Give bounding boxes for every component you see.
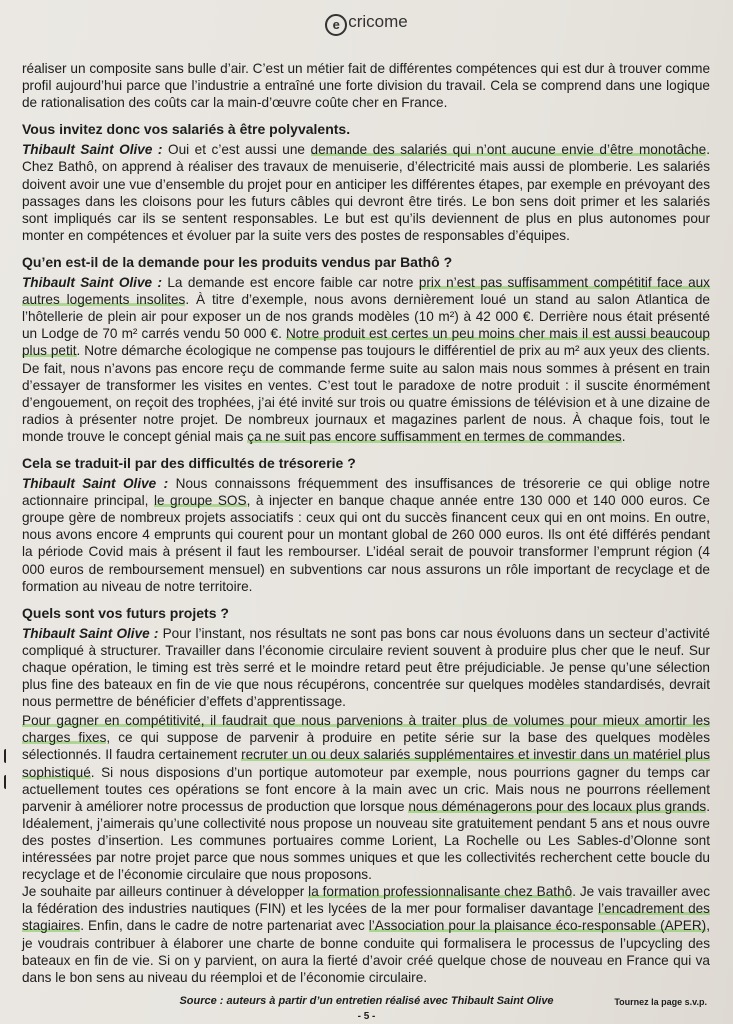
- ecricome-logo: [0, 12, 733, 36]
- source-note: Source : auteurs à partir d’un entretien réalisé avec Thibault Saint Olive: [179, 995, 554, 1007]
- answer-text: , ce qui suppose de parvenir à produire en petite série sur la base des quelques modèles sélectionnés. Il faudra certainement: [22, 730, 711, 763]
- answer-3: [22, 475, 710, 595]
- margin-pen-mark: [4, 775, 9, 789]
- speaker-name: Thibault Saint Olive :: [22, 625, 159, 641]
- logo-text: cricome: [348, 12, 408, 31]
- answer-4: [22, 625, 710, 710]
- answer-4-paragraph-2: [22, 712, 710, 883]
- margin-pen-mark: [4, 749, 9, 763]
- answer-text: , je voudrais contribuer à élaborer une charte de bonne conduite qui formalisera le processus de l’upcycling des bateaux en fin de vie. Si on y parvient, on aura la fierté d’avoir créé quelque chose de nouveau en France qui va dans le bon sens au niveau du réemploi et de l’économie circulaire.: [22, 918, 710, 985]
- answer-text: . Chez Bathô, on apprend à réaliser des travaux de menuiserie, d’électricité mais aussi de plomberie. Les salariés doivent avoir une vue d’ensemble du projet pour en anticiper les différentes étapes, par exemple en prévoyant des passages dans les cloisons pour les futurs câbles qui devront être tirés. Le bon sens doit primer et les salariés sont impliqués car ils se sentent responsables. Le but est qu’ils deviennent de plus en plus autonomes pour monter en compétences et évoluer par la suite vers des postes de responsables d’équipes.: [22, 142, 710, 243]
- answer-text: La demande est encore faible car notre: [161, 275, 419, 291]
- answer-text: . Enfin, dans le cadre de notre partenariat avec: [80, 918, 369, 934]
- highlighted-text: la formation professionnalisante chez Bathô: [308, 884, 573, 900]
- answer-text: , à injecter en banque chaque année entre 130 000 et 140 000 euros. Ce groupe gère de nombreux projets associatifs : ceux qui ont du succès financent ceux qui en ont moins. En outre, nous avons encore 4 emprunts qui courent pour un montant global de 260 000 euros. Ils ont été différés pendant la période Covid mais à présent il faut les rembourser. L’idéal serait de pouvoir transformer l’emprunt région (4 000 euros de remboursement mensuel) en subventions car nous assurons un rôle important de recyclage et de formation au niveau de notre territoire.: [22, 493, 710, 594]
- answer-text: .: [621, 428, 626, 444]
- answer-2: [22, 274, 710, 445]
- highlighted-text: Pour gagner en compétitivité, il faudrait que nous parvenions à traiter plus de volumes pour mieux amortir les charges fixes: [22, 713, 710, 746]
- highlighted-text: demande des salariés qui n’ont aucune envie d’être monotâche: [310, 142, 707, 158]
- answer-text: . Si nous disposions d’un portique automoteur par exemple, nous pourrions gagner du temps car actuellement toutes ces opérations se font encore à la main avec un cric. Mais nous ne pourrons réellement parvenir à améliorer notre processus de production que lorsque: [22, 764, 710, 814]
- question-1: Vous invitez donc vos salariés à être polyvalents.: [22, 121, 351, 138]
- answer-text: Pour l’instant, nos résultats ne sont pas bons car nous évoluons dans un secteur d’activité compliqué à structurer. Travailler dans l’économie circulaire revient souvent à produire plus cher que le neuf. Sur chaque opération, le timing est très serré et le moindre retard peut être préjudiciable. Je pense qu’une sélection plus fine des bateaux en fin de vie que nous récupérons, concentrée sur quelques modèles standardisés, devrait nous permettre de bénéficier d’effets d’apprentissage.: [22, 625, 710, 710]
- answer-text: . Notre démarche écologique ne compense pas toujours le différentiel de prix au m² aux yeux des clients. De fait, nous n’avons pas encore reçu de commande ferme suite au salon mais nous sommes à présent en train d’essayer de transformer les visites en ventes. C’est tout le paradoxe de notre produit : il suscite énormément d’engouement, on reçoit des trophées, j’ai été invité sur trois ou quatre émissions de télévision et à une dizaine de radios à présenter notre projet. De nombreux journaux et magazines parlent de nous. À chaque fois, tout le monde trouve le concept génial mais: [22, 343, 710, 444]
- intro-paragraph: réaliser un composite sans bulle d’air. C’est un métier fait de différentes compétences qui est dur à trouver comme profil aujourd’hui parce que l’industrie a entraîné une forte division du travail. Cela se comprend dans une logique de rationalisation des coûts car la main-d’œuvre coûte cher en France.: [22, 61, 710, 111]
- answer-text: . À titre d’exemple, nous avons dernièrement loué un stand au salon Atlantica de l’hôtellerie de plein air pour exposer un de nos grands modèles (10 m²) à 42 000 €. Derrière nous était présenté un Lodge de 70 m² carrés vendu 50 000 €.: [22, 292, 710, 342]
- highlighted-text: Notre produit est certes un peu moins cher mais il est aussi beaucoup plus petit: [22, 326, 710, 359]
- answer-text: Je souhaite par ailleurs continuer à développer: [22, 884, 309, 900]
- question-3: Cela se traduit-il par des difficultés de trésorerie ?: [22, 454, 356, 471]
- logo-e-mark: e: [325, 14, 347, 36]
- question-4: Quels sont vos futurs projets ?: [22, 604, 229, 621]
- answer-text: . Idéalement, j’aimerais qu’une collectivité nous propose un nouveau site gratuitement pendant 5 ans et nous ouvre des postes d’insertion. Les communes portuaires comme Lorient, La Rochelle ou Les Sables-d’Olonne sont intéressées par notre projet parce que nous sommes uniques et que les collectivités recherchent cette boucle du recyclage et de l’économie circulaire que nous proposons.: [22, 798, 710, 883]
- highlighted-text: nous déménagerons pour des locaux plus grands: [408, 798, 707, 814]
- answer-text: . Je vais travailler avec la fédération des industries nautiques (FIN) et les lycées de la mer pour formaliser davantage: [22, 884, 710, 917]
- highlighted-text: le groupe SOS: [153, 493, 247, 509]
- speaker-name: Thibault Saint Olive :: [22, 275, 162, 291]
- highlighted-text: recruter un ou deux salariés supplémentaires et investir dans un matériel plus sophistiqué: [22, 747, 710, 780]
- highlighted-text: l’encadrement des stagiaires: [22, 901, 710, 934]
- answer-text: Oui et c’est aussi une: [162, 142, 311, 158]
- highlighted-text: ça ne suit pas encore suffisamment en termes de commandes: [247, 428, 622, 444]
- speaker-name: Thibault Saint Olive :: [22, 142, 163, 158]
- page-number: - 5 -: [357, 1011, 376, 1022]
- answer-1: [22, 141, 710, 244]
- question-2: Qu’en est-il de la demande pour les produits vendus par Bathô ?: [22, 253, 453, 270]
- answer-4-paragraph-3: [22, 883, 710, 986]
- highlighted-text: l’Association pour la plaisance éco-responsable (APER): [368, 918, 707, 934]
- speaker-name: Thibault Saint Olive :: [22, 476, 169, 492]
- highlighted-text: prix n’est pas suffisamment compétitif face aux autres logements insolites: [22, 275, 710, 308]
- interview-body: [22, 60, 710, 986]
- turn-page-note: Tournez la page s.v.p.: [614, 997, 707, 1007]
- answer-text: Nous connaissons fréquemment des insuffisances de trésorerie ce qui oblige notre actionnaire principal,: [22, 476, 710, 509]
